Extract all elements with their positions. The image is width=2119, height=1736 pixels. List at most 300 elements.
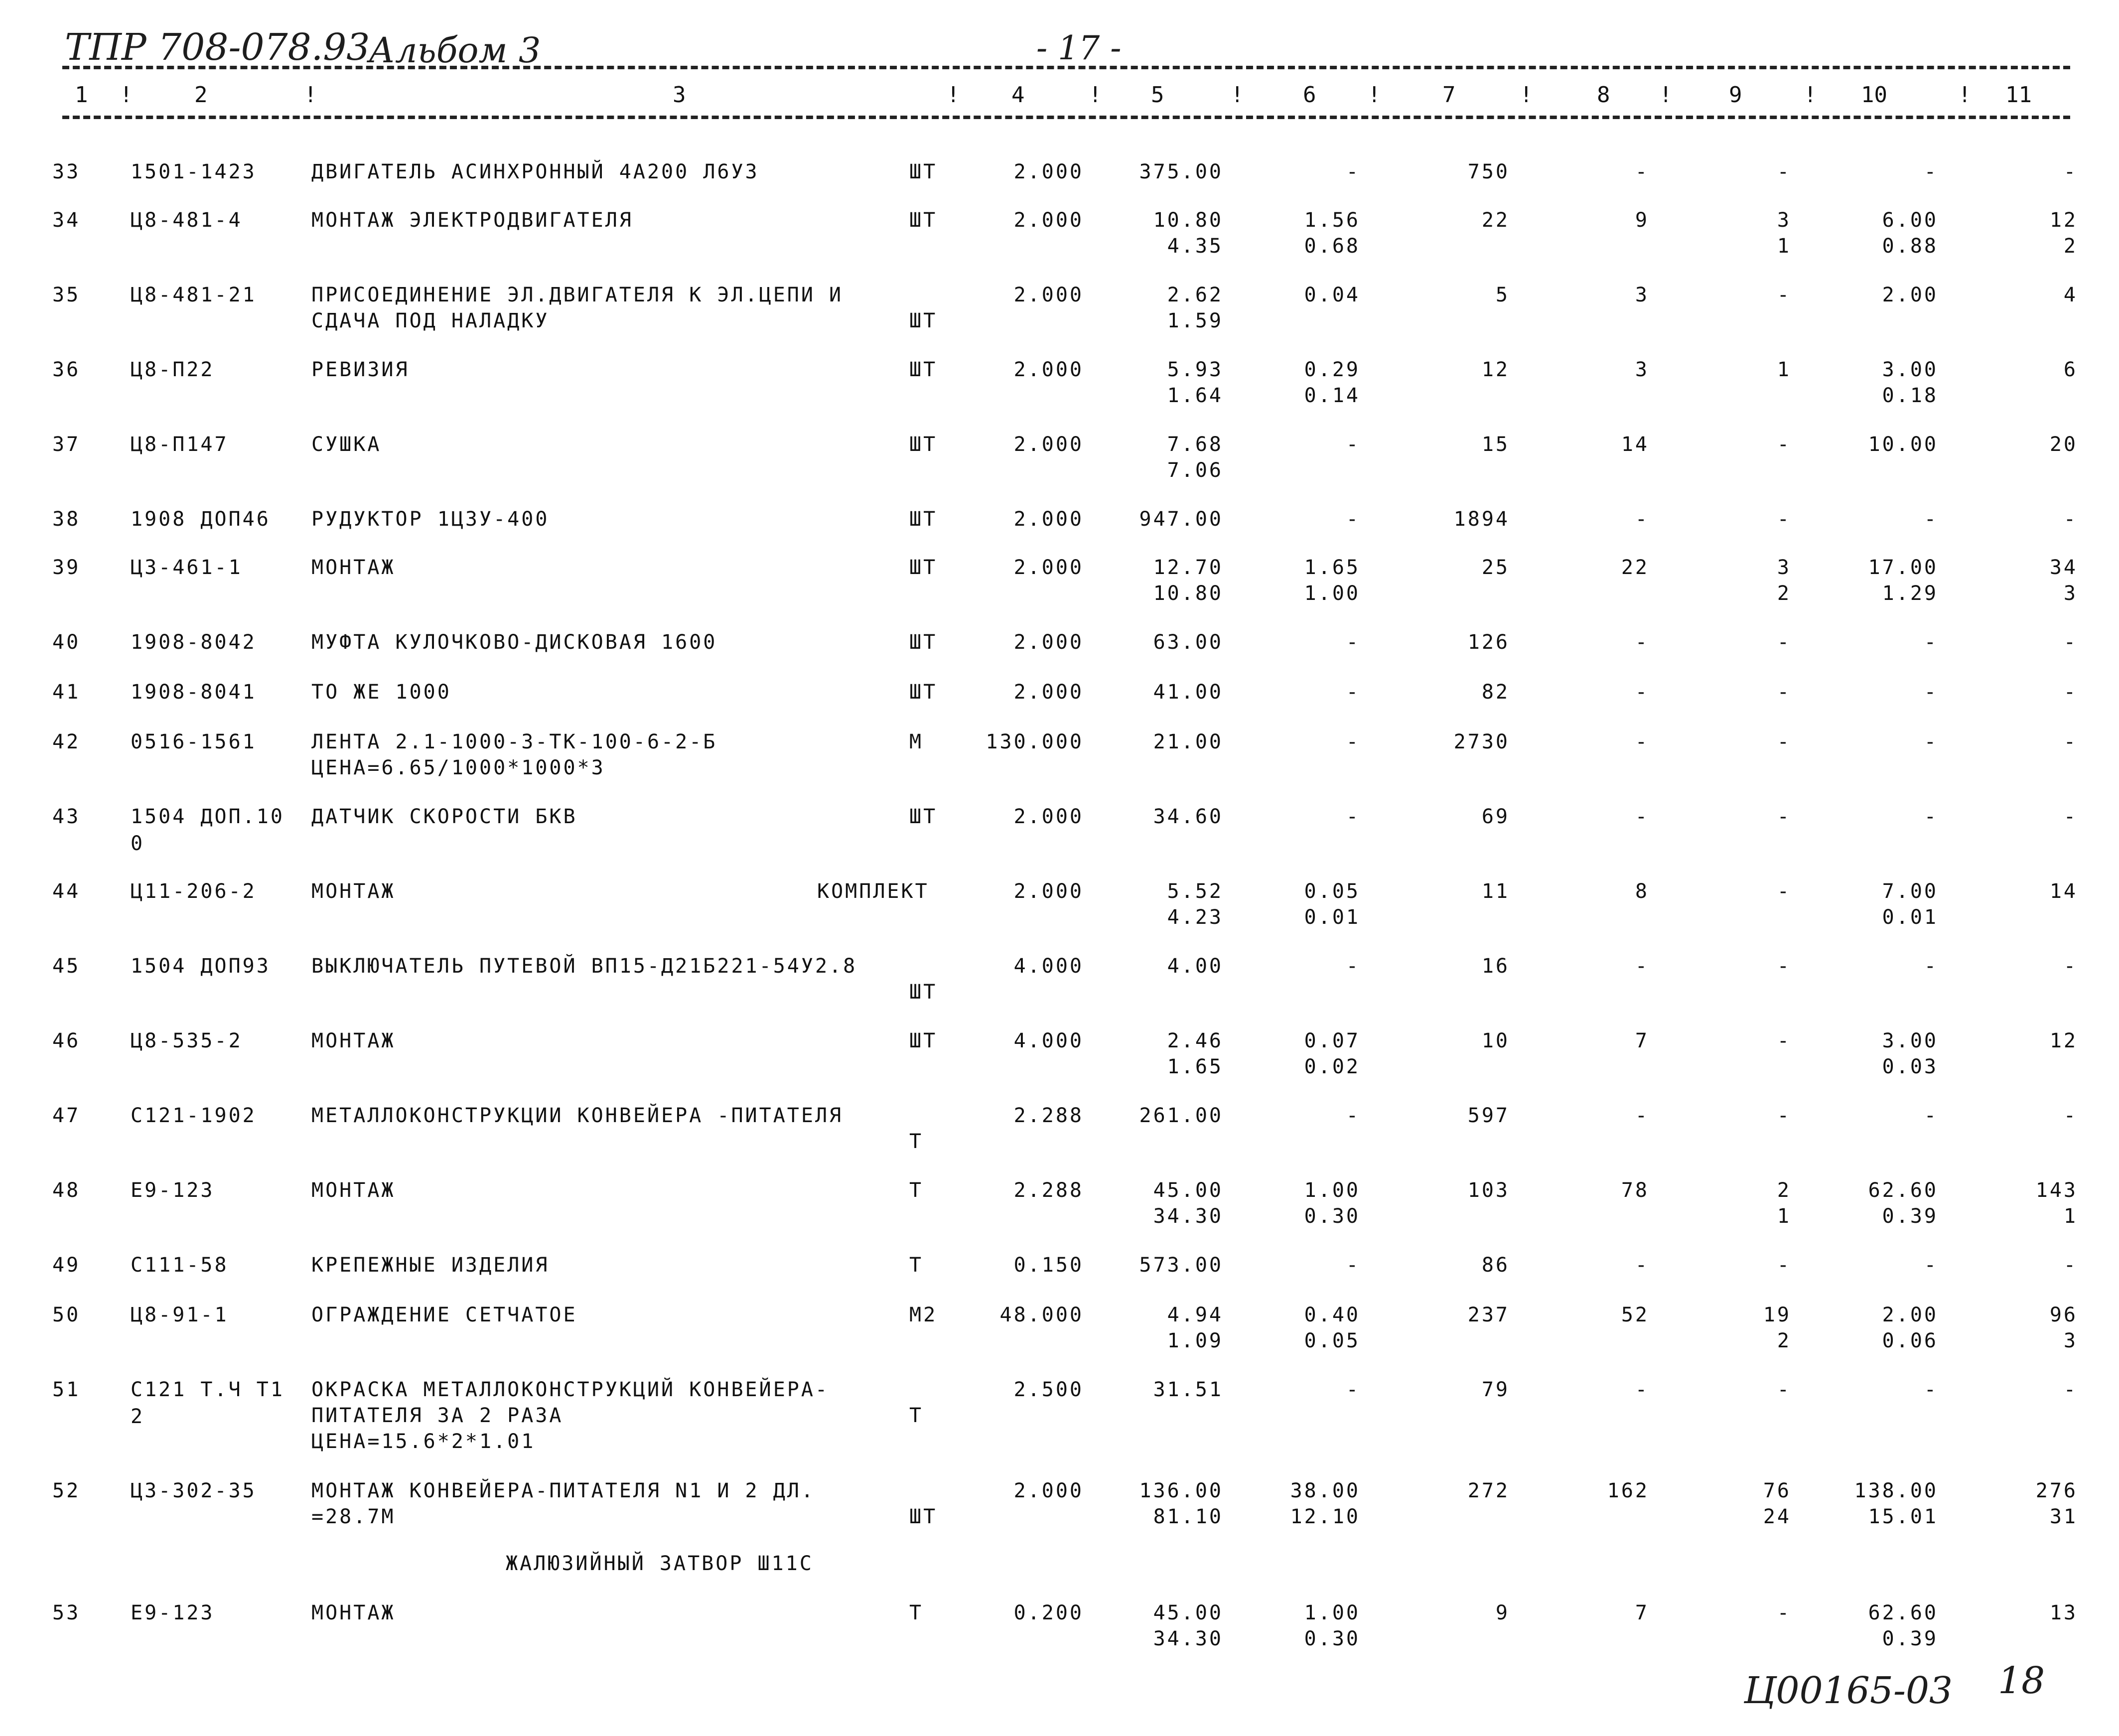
rate-code: С121 Т.Ч Т1 2 [131,1378,284,1428]
column-separator: ! [1520,82,1533,108]
unit: ШТ [909,556,938,579]
value-c9: - [1777,508,1791,531]
column-separator: ! [947,82,960,108]
value-c6: 1.00 [1304,582,1360,605]
value-c9: - [1777,1254,1791,1277]
value-c9: - [1777,730,1791,753]
value-c6: - [1346,805,1360,828]
value-c9: - [1777,880,1791,903]
value-c10: 15.01 [1868,1505,1938,1528]
value-c8: 78 [1621,1179,1649,1202]
item-name: ОГРАЖДЕНИЕ СЕТЧАТОЕ [311,1303,577,1326]
row-number: 39 [52,556,81,579]
value-c6: - [1346,955,1360,978]
value-c10: - [1924,631,1938,654]
value-c5: 4.94 [1167,1303,1223,1326]
value-c8: 7 [1635,1601,1649,1624]
rate-code: Ц8-481-21 [131,284,257,306]
value-c9: - [1777,1601,1791,1624]
unit: ШТ [909,681,938,704]
value-c10: 0.18 [1882,384,1938,407]
value-c7: 9 [1495,1601,1510,1624]
item-name: ДАТЧИК СКОРОСТИ БКВ [311,805,577,828]
value-c8: 22 [1621,556,1649,579]
section-subheading: ЖАЛЮЗИЙНЫЙ ЗАТВОР Ш11С [506,1552,814,1575]
column-number: 1 [75,82,88,108]
value-c6: 0.68 [1304,235,1360,258]
item-name: МОНТАЖ [311,880,396,903]
value-c11: - [2063,805,2078,828]
value-c7: 272 [1467,1479,1510,1502]
rate-code: 1908-8041 [131,681,257,704]
value-c10: - [1924,955,1938,978]
value-c11: 1 [2063,1205,2078,1228]
rate-code: Ц8-П22 [131,358,215,381]
item-name: МЕТАЛЛОКОНСТРУКЦИИ КОНВЕЙЕРА -ПИТАТЕЛЯ [311,1104,844,1127]
value-c7: 15 [1481,433,1510,456]
value-c5: 2.46 [1167,1029,1223,1052]
value-c9: 76 [1763,1479,1791,1502]
unit: ШТ [909,508,938,531]
value-c11: 12 [2049,209,2078,232]
value-c5: 4.23 [1167,906,1223,929]
value-c11: 34 [2049,556,2078,579]
value-c10: - [1924,1254,1938,1277]
value-c5: 45.00 [1153,1601,1223,1624]
column-number: 9 [1729,82,1742,108]
value-c11: 143 [2035,1179,2078,1202]
value-c10: 0.03 [1882,1055,1938,1078]
value-c11: - [2063,955,2078,978]
row-number: 40 [52,631,81,654]
document-stamp: Ц00165-03 [1744,1669,1953,1712]
value-c6: - [1346,160,1360,183]
value-c6: - [1346,730,1360,753]
rate-code: Е9-123 [131,1179,215,1202]
value-c7: 79 [1481,1378,1510,1401]
unit: М [909,730,924,753]
rate-code: Ц11-206-2 [131,880,257,903]
column-separator: ! [1804,82,1817,108]
page-number: - 17 - [1036,29,1122,67]
value-c5: 41.00 [1153,681,1223,704]
column-separator: ! [120,82,133,108]
quantity: 2.000 [1013,805,1084,828]
value-c7: 25 [1481,556,1510,579]
value-c5: 947.00 [1139,508,1223,531]
rate-code: 1504 ДОП.10 0 [131,805,284,855]
value-c10: 3.00 [1882,1029,1938,1052]
value-c6: 1.65 [1304,556,1360,579]
column-separator: ! [1958,82,1972,108]
rate-code: 1504 ДОП93 [131,955,271,978]
value-c11: 96 [2049,1303,2078,1326]
value-c10: - [1924,1104,1938,1127]
value-c11: - [2063,730,2078,753]
item-name: МОНТАЖ [311,1179,396,1202]
value-c9: 2 [1777,582,1791,605]
value-c5: 34.30 [1153,1627,1223,1650]
value-c7: 597 [1467,1104,1510,1127]
value-c10: 62.60 [1868,1601,1938,1624]
column-number: 8 [1597,82,1610,108]
quantity: 2.000 [1013,433,1084,456]
row-number: 34 [52,209,81,232]
column-number: 2 [194,82,208,108]
value-c6: 1.00 [1304,1179,1360,1202]
value-c9: - [1777,805,1791,828]
value-c10: 17.00 [1868,556,1938,579]
value-c5: 1.64 [1167,384,1223,407]
row-number: 35 [52,284,81,306]
row-number: 46 [52,1029,81,1052]
value-c10: - [1924,160,1938,183]
item-name: КРЕПЕЖНЫЕ ИЗДЕЛИЯ [311,1254,550,1277]
value-c7: 10 [1481,1029,1510,1052]
unit: Т [909,1404,924,1427]
rate-code: 1908 ДОП46 [131,508,271,531]
value-c11: 4 [2063,284,2078,306]
value-c11: 20 [2049,433,2078,456]
rate-code: С121-1902 [131,1104,257,1127]
item-name: МОНТАЖ [311,556,396,579]
value-c11: 31 [2049,1505,2078,1528]
value-c11: - [2063,681,2078,704]
column-number: 3 [673,82,686,108]
value-c8: 162 [1607,1479,1649,1502]
unit: Т [909,1130,924,1153]
quantity: 2.288 [1013,1104,1084,1127]
value-c6: 0.02 [1304,1055,1360,1078]
value-c5: 5.52 [1167,880,1223,903]
unit: ШТ [909,160,938,183]
unit: ШТ [909,358,938,381]
value-c9: - [1777,160,1791,183]
value-c10: 10.00 [1868,433,1938,456]
quantity: 2.000 [1013,284,1084,306]
rate-code: С111-58 [131,1254,229,1277]
item-name: ЦЕНА=15.6*2*1.01 [311,1430,536,1453]
value-c8: 9 [1635,209,1649,232]
value-c9: - [1777,1029,1791,1052]
item-name: ВЫКЛЮЧАТЕЛЬ ПУТЕВОЙ ВП15-Д21Б221-54У2.8 [311,955,857,978]
value-c7: 2730 [1453,730,1510,753]
value-c5: 31.51 [1153,1378,1223,1401]
value-c8: 7 [1635,1029,1649,1052]
row-number: 53 [52,1601,81,1624]
value-c6: 1.00 [1304,1601,1360,1624]
value-c11: 14 [2049,880,2078,903]
item-name: ПИТАТЕЛЯ ЗА 2 РАЗА [311,1404,564,1427]
value-c6: 0.29 [1304,358,1360,381]
value-c8: - [1635,1378,1649,1401]
value-c7: 22 [1481,209,1510,232]
unit: Т [909,1179,924,1202]
column-separator: ! [1659,82,1673,108]
value-c7: 11 [1481,880,1510,903]
value-c10: 0.01 [1882,906,1938,929]
quantity: 2.000 [1013,160,1084,183]
quantity: 0.200 [1013,1601,1084,1624]
item-name: ЛЕНТА 2.1-1000-3-ТК-100-6-2-Б [311,730,717,753]
column-separator: ! [1368,82,1381,108]
row-number: 49 [52,1254,81,1277]
value-c6: - [1346,681,1360,704]
item-name: МОНТАЖ КОНВЕЙЕРА-ПИТАТЕЛЯ N1 И 2 ДЛ. [311,1479,815,1502]
unit: ШТ [909,981,938,1004]
value-c7: 1894 [1453,508,1510,531]
item-name: ОКРАСКА МЕТАЛЛОКОНСТРУКЦИЙ КОНВЕЙЕРА- [311,1378,830,1401]
row-number: 47 [52,1104,81,1127]
value-c11: - [2063,1104,2078,1127]
rate-code: 1501-1423 [131,160,257,183]
value-c10: - [1924,730,1938,753]
value-c10: 3.00 [1882,358,1938,381]
value-c10: 6.00 [1882,209,1938,232]
value-c9: 1 [1777,235,1791,258]
value-c7: 16 [1481,955,1510,978]
value-c6: 12.10 [1290,1505,1360,1528]
album-label: Альбом 3 [369,30,541,71]
column-number: 7 [1442,82,1456,108]
value-c6: - [1346,1104,1360,1127]
value-c5: 1.65 [1167,1055,1223,1078]
rate-code: 1908-8042 [131,631,257,654]
value-c11: 6 [2063,358,2078,381]
value-c10: 0.06 [1882,1329,1938,1352]
row-number: 37 [52,433,81,456]
value-c7: 103 [1467,1179,1510,1202]
column-separator: ! [1231,82,1244,108]
value-c5: 2.62 [1167,284,1223,306]
value-c6: 0.40 [1304,1303,1360,1326]
quantity: 2.000 [1013,631,1084,654]
value-c11: - [2063,160,2078,183]
value-c10: 1.29 [1882,582,1938,605]
value-c6: 0.04 [1304,284,1360,306]
value-c10: 2.00 [1882,1303,1938,1326]
column-separator: ! [1089,82,1102,108]
unit: ШТ [909,805,938,828]
value-c6: - [1346,1254,1360,1277]
value-c5: 10.80 [1153,209,1223,232]
value-c8: - [1635,1104,1649,1127]
value-c5: 7.06 [1167,459,1223,482]
value-c5: 34.60 [1153,805,1223,828]
value-c6: - [1346,508,1360,531]
value-c9: 3 [1777,556,1791,579]
value-c10: 0.39 [1882,1205,1938,1228]
item-name: СУШКА [311,433,382,456]
rate-code: Ц8-535-2 [131,1029,243,1052]
value-c7: 82 [1481,681,1510,704]
value-c5: 1.09 [1167,1329,1223,1352]
value-c6: 0.01 [1304,906,1360,929]
quantity: 2.000 [1013,508,1084,531]
value-c8: - [1635,730,1649,753]
value-c9: 2 [1777,1329,1791,1352]
value-c9: 19 [1763,1303,1791,1326]
value-c9: - [1777,955,1791,978]
value-c8: - [1635,160,1649,183]
value-c5: 10.80 [1153,582,1223,605]
rate-code: Ц8-91-1 [131,1303,229,1326]
value-c6: - [1346,1378,1360,1401]
value-c7: 5 [1495,284,1510,306]
sheet-number: 18 [1998,1659,2045,1702]
value-c8: 52 [1621,1303,1649,1326]
unit: ШТ [909,1505,938,1528]
value-c8: - [1635,955,1649,978]
value-c6: 38.00 [1290,1479,1360,1502]
quantity: 2.288 [1013,1179,1084,1202]
value-c11: - [2063,631,2078,654]
value-c5: 12.70 [1153,556,1223,579]
value-c9: - [1777,631,1791,654]
row-number: 33 [52,160,81,183]
unit: ШТ [909,631,938,654]
rate-code: Ц3-461-1 [131,556,243,579]
value-c6: 0.07 [1304,1029,1360,1052]
value-c8: 3 [1635,358,1649,381]
unit: Т [909,1254,924,1277]
rate-code: Ц8-П147 [131,433,229,456]
value-c8: - [1635,681,1649,704]
value-c9: 1 [1777,1205,1791,1228]
quantity: 2.000 [1013,556,1084,579]
item-name: МОНТАЖ [311,1029,396,1052]
value-c9: - [1777,433,1791,456]
value-c8: - [1635,631,1649,654]
header-rule [62,116,2070,119]
value-c5: 45.00 [1153,1179,1223,1202]
value-c6: - [1346,433,1360,456]
rate-code: Е9-123 [131,1601,215,1624]
rate-code: Ц8-481-4 [131,209,243,232]
item-name: ЦЕНА=6.65/1000*1000*3 [311,756,605,779]
value-c11: - [2063,1254,2078,1277]
value-c6: 0.14 [1304,384,1360,407]
value-c5: 375.00 [1139,160,1223,183]
row-number: 43 [52,805,81,828]
column-separator: ! [304,82,317,108]
value-c10: - [1924,1378,1938,1401]
value-c11: 276 [2035,1479,2078,1502]
value-c5: 5.93 [1167,358,1223,381]
item-name: ТО ЖЕ 1000 [311,681,451,704]
item-name: РУДУКТОР 1ЦЗУ-400 [311,508,550,531]
item-name: ПРИСОЕДИНЕНИЕ ЭЛ.ДВИГАТЕЛЯ К ЭЛ.ЦЕПИ И [311,284,844,306]
value-c5: 21.00 [1153,730,1223,753]
row-number: 38 [52,508,81,531]
value-c10: 138.00 [1854,1479,1938,1502]
value-c9: 24 [1763,1505,1791,1528]
value-c7: 750 [1467,160,1510,183]
value-c8: - [1635,805,1649,828]
value-c9: - [1777,681,1791,704]
value-c5: 63.00 [1153,631,1223,654]
unit: М2 [909,1303,938,1326]
value-c9: - [1777,284,1791,306]
top-rule [62,66,2070,69]
value-c6: 0.30 [1304,1627,1360,1650]
value-c6: 0.05 [1304,880,1360,903]
value-c8: - [1635,1254,1649,1277]
item-name: МОНТАЖ [311,1601,396,1624]
value-c10: - [1924,508,1938,531]
value-c10: - [1924,681,1938,704]
value-c6: - [1346,631,1360,654]
item-name: СДАЧА ПОД НАЛАДКУ [311,309,550,332]
value-c10: 0.39 [1882,1627,1938,1650]
value-c9: 3 [1777,209,1791,232]
value-c9: - [1777,1104,1791,1127]
row-number: 44 [52,880,81,903]
value-c5: 136.00 [1139,1479,1223,1502]
value-c8: - [1635,508,1649,531]
row-number: 48 [52,1179,81,1202]
value-c9: - [1777,1378,1791,1401]
value-c5: 34.30 [1153,1205,1223,1228]
value-c5: 4.00 [1167,955,1223,978]
value-c7: 237 [1467,1303,1510,1326]
value-c11: 3 [2063,1329,2078,1352]
value-c10: 7.00 [1882,880,1938,903]
value-c5: 7.68 [1167,433,1223,456]
item-name: ДВИГАТЕЛЬ АСИНХРОННЫЙ 4А200 Л6УЗ [311,160,759,183]
quantity: 2.000 [1013,880,1084,903]
value-c7: 12 [1481,358,1510,381]
quantity: 130.000 [986,730,1084,753]
value-c11: 13 [2049,1601,2078,1624]
value-c5: 81.10 [1153,1505,1223,1528]
value-c11: 2 [2063,235,2078,258]
value-c7: 126 [1467,631,1510,654]
value-c5: 1.59 [1167,309,1223,332]
value-c7: 86 [1481,1254,1510,1277]
unit: ШТ [909,309,938,332]
item-name: =28.7М [311,1505,396,1528]
unit: КОМПЛЕКТ [817,880,929,903]
value-c10: 62.60 [1868,1179,1938,1202]
unit: ШТ [909,433,938,456]
value-c8: 3 [1635,284,1649,306]
quantity: 4.000 [1013,1029,1084,1052]
quantity: 2.000 [1013,209,1084,232]
value-c10: - [1924,805,1938,828]
row-number: 52 [52,1479,81,1502]
row-number: 42 [52,730,81,753]
row-number: 41 [52,681,81,704]
unit: Т [909,1601,924,1624]
rate-code: Ц3-302-35 [131,1479,257,1502]
document-code: ТПР 708-078.93 [65,26,370,69]
unit: ШТ [909,209,938,232]
value-c5: 4.35 [1167,235,1223,258]
quantity: 2.000 [1013,1479,1084,1502]
item-name: МУФТА КУЛОЧКОВО-ДИСКОВАЯ 1600 [311,631,717,654]
rate-code: 0516-1561 [131,730,257,753]
column-number: 10 [1861,82,1887,108]
quantity: 2.500 [1013,1378,1084,1401]
value-c6: 0.30 [1304,1205,1360,1228]
value-c11: 3 [2063,582,2078,605]
column-number: 6 [1303,82,1316,108]
value-c7: 69 [1481,805,1510,828]
quantity: 2.000 [1013,358,1084,381]
value-c11: - [2063,508,2078,531]
value-c8: 8 [1635,880,1649,903]
